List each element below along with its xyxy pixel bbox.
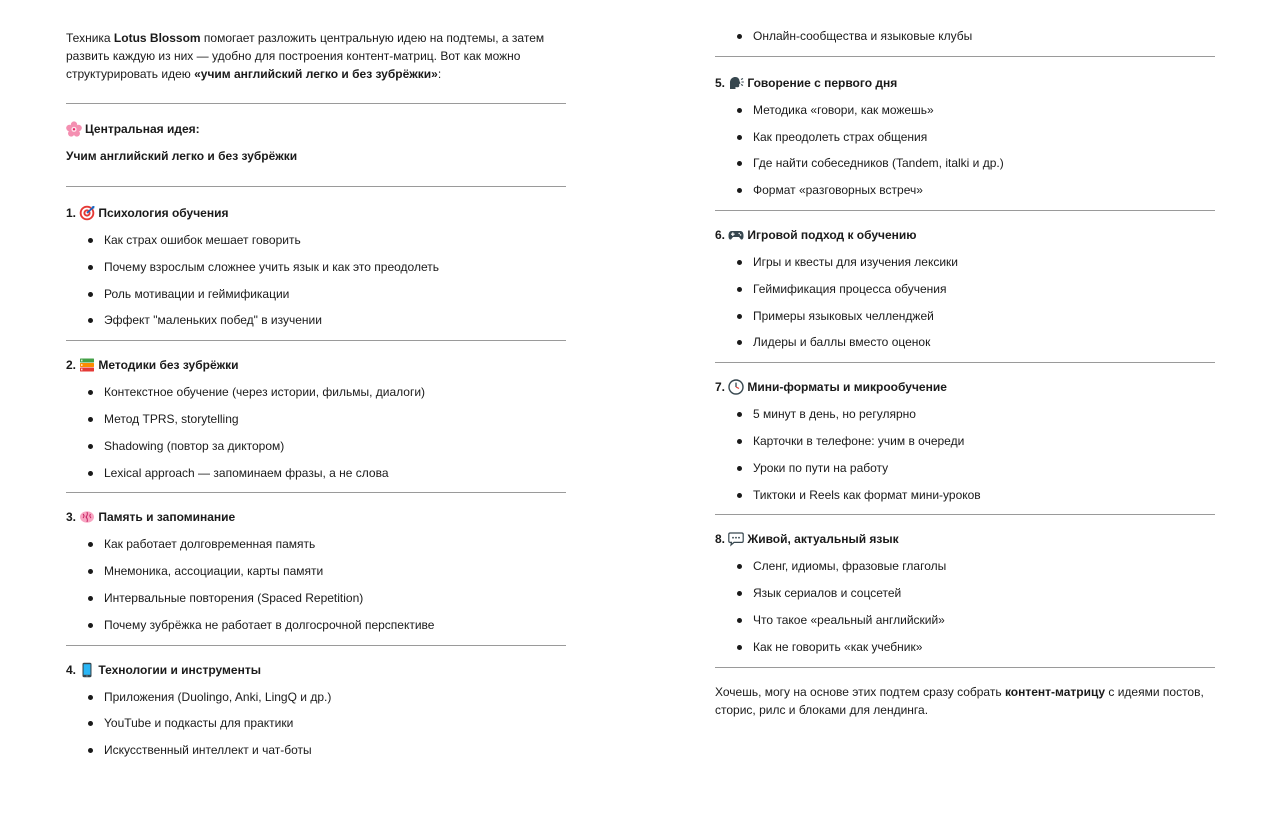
divider <box>66 340 566 341</box>
section-2-list <box>66 383 566 490</box>
section-number: 3. <box>66 510 77 525</box>
section-number: 2. <box>66 358 77 373</box>
list-item: Что такое «реальный английский» <box>715 611 1215 638</box>
lotus-icon <box>66 121 82 137</box>
list-item: Мнемоника, ассоциации, карты памяти <box>66 562 566 589</box>
central-idea-label: Центральная идея: <box>85 122 200 136</box>
list-item: Как не говорить «как учебник» <box>715 638 1215 665</box>
list-item: Сленг, идиомы, фразовые глаголы <box>715 557 1215 584</box>
section-6-title <box>715 226 1215 244</box>
section-title-text: Игровой подход к обучению <box>747 227 917 242</box>
list-item: Где найти собеседников (Tandem, italki и др.) <box>715 154 1215 181</box>
list-item: Как преодолеть страх общения <box>715 128 1215 155</box>
right-column <box>715 0 1215 719</box>
phone-icon <box>79 662 95 678</box>
gamepad-icon <box>728 227 744 243</box>
divider <box>66 103 566 104</box>
section-3-title <box>66 508 566 526</box>
list-item: Метод TPRS, storytelling <box>66 410 566 437</box>
list-item: 5 минут в день, но регулярно <box>715 405 1215 432</box>
divider <box>715 362 1215 363</box>
list-item: Онлайн-сообщества и языковые клубы <box>715 27 1215 54</box>
list-item: Приложения (Duolingo, Anki, LingQ и др.) <box>66 688 566 715</box>
divider <box>66 645 566 646</box>
clock-icon <box>728 379 744 395</box>
section-title-text: Методики без зубрёжки <box>98 358 239 373</box>
list-item: Lexical approach — запоминаем фразы, а не слова <box>66 464 566 491</box>
list-item: Формат «разговорных встреч» <box>715 181 1215 208</box>
section-4-title <box>66 661 566 679</box>
section-4-list-continued <box>715 27 1215 54</box>
section-5-title <box>715 74 1215 92</box>
divider <box>715 514 1215 515</box>
section-title-text: Память и запоминание <box>98 510 236 525</box>
section-4-list <box>66 688 566 768</box>
section-title-text: Говорение с первого дня <box>747 75 898 90</box>
list-item: Методика «говори, как можешь» <box>715 101 1215 128</box>
list-item: Примеры языковых челленджей <box>715 307 1215 334</box>
list-item: Геймификация процесса обучения <box>715 280 1215 307</box>
divider <box>715 210 1215 211</box>
intro-suffix: : <box>437 67 442 81</box>
target-icon <box>79 205 95 221</box>
outro-paragraph <box>715 683 1215 719</box>
list-item: Как работает долговременная память <box>66 535 566 562</box>
section-8-title <box>715 530 1215 548</box>
central-idea-title <box>66 120 566 138</box>
section-number: 8. <box>715 532 726 547</box>
list-item: Роль мотивации и геймификации <box>66 285 566 312</box>
intro-text: Техника <box>66 31 114 45</box>
list-item: Язык сериалов и соцсетей <box>715 584 1215 611</box>
list-item: Как страх ошибок мешает говорить <box>66 231 566 258</box>
section-6-list <box>715 253 1215 360</box>
list-item: Карточки в телефоне: учим в очереди <box>715 432 1215 459</box>
section-number: 6. <box>715 227 726 242</box>
section-title-text: Живой, актуальный язык <box>747 532 899 547</box>
section-1-list <box>66 231 566 338</box>
brain-icon <box>79 509 95 525</box>
list-item: Почему взрослым сложнее учить язык и как это преодолеть <box>66 258 566 285</box>
section-3-list <box>66 535 566 642</box>
section-7-title <box>715 378 1215 396</box>
section-title-text: Технологии и инструменты <box>98 662 261 677</box>
list-item: Эффект "маленьких побед" в изучении <box>66 311 566 338</box>
list-item: Shadowing (повтор за диктором) <box>66 437 566 464</box>
section-2-title <box>66 356 566 374</box>
intro-idea: «учим английский легко и без зубрёжки» <box>194 67 438 81</box>
speech-bubble-icon <box>728 531 744 547</box>
list-item: Тиктоки и Reels как формат мини-уроков <box>715 486 1215 513</box>
list-item: YouTube и подкасты для практики <box>66 714 566 741</box>
outro-suffix: с идеями постов, сторис, рилс и блоками для лендинга. <box>715 684 1204 717</box>
intro-brand: Lotus Blossom <box>113 31 201 45</box>
list-item: Уроки по пути на работу <box>715 459 1215 486</box>
list-item: Игры и квесты для изучения лексики <box>715 253 1215 280</box>
intro-paragraph <box>66 29 566 83</box>
section-8-list <box>715 557 1215 664</box>
list-item: Контекстное обучение (через истории, фильмы, диалоги) <box>66 383 566 410</box>
section-number: 7. <box>715 380 726 395</box>
left-column <box>66 0 566 768</box>
section-number: 5. <box>715 75 726 90</box>
divider <box>66 492 566 493</box>
divider <box>66 186 566 187</box>
section-number: 4. <box>66 662 77 677</box>
divider <box>715 667 1215 668</box>
central-idea-text: Учим английский легко и без зубрёжки <box>66 149 298 163</box>
list-item: Почему зубрёжка не работает в долгосрочной перспективе <box>66 616 566 643</box>
outro-text: Хочешь, могу на основе этих подтем сразу собрать <box>715 684 1005 699</box>
divider <box>715 56 1215 57</box>
speaking-head-icon <box>728 75 744 91</box>
list-item: Лидеры и баллы вместо оценок <box>715 333 1215 360</box>
section-7-list <box>715 405 1215 512</box>
section-number: 1. <box>66 206 77 220</box>
list-item: Искусственный интеллект и чат-боты <box>66 741 566 768</box>
outro-bold: контент-матрицу <box>1004 684 1106 699</box>
section-title-text: Психология обучения <box>98 206 229 220</box>
section-title-text: Мини-форматы и микрообучение <box>747 380 947 395</box>
intro-text-mid: помогает разложить центральную идею на подтемы, а затем развить каждую из них — удобно для построения контент-матриц. Вот как можно структурировать идею <box>66 31 545 81</box>
books-icon <box>79 357 95 373</box>
list-item: Интервальные повторения (Spaced Repetition) <box>66 589 566 616</box>
section-1-title <box>66 204 566 222</box>
section-5-list <box>715 101 1215 208</box>
